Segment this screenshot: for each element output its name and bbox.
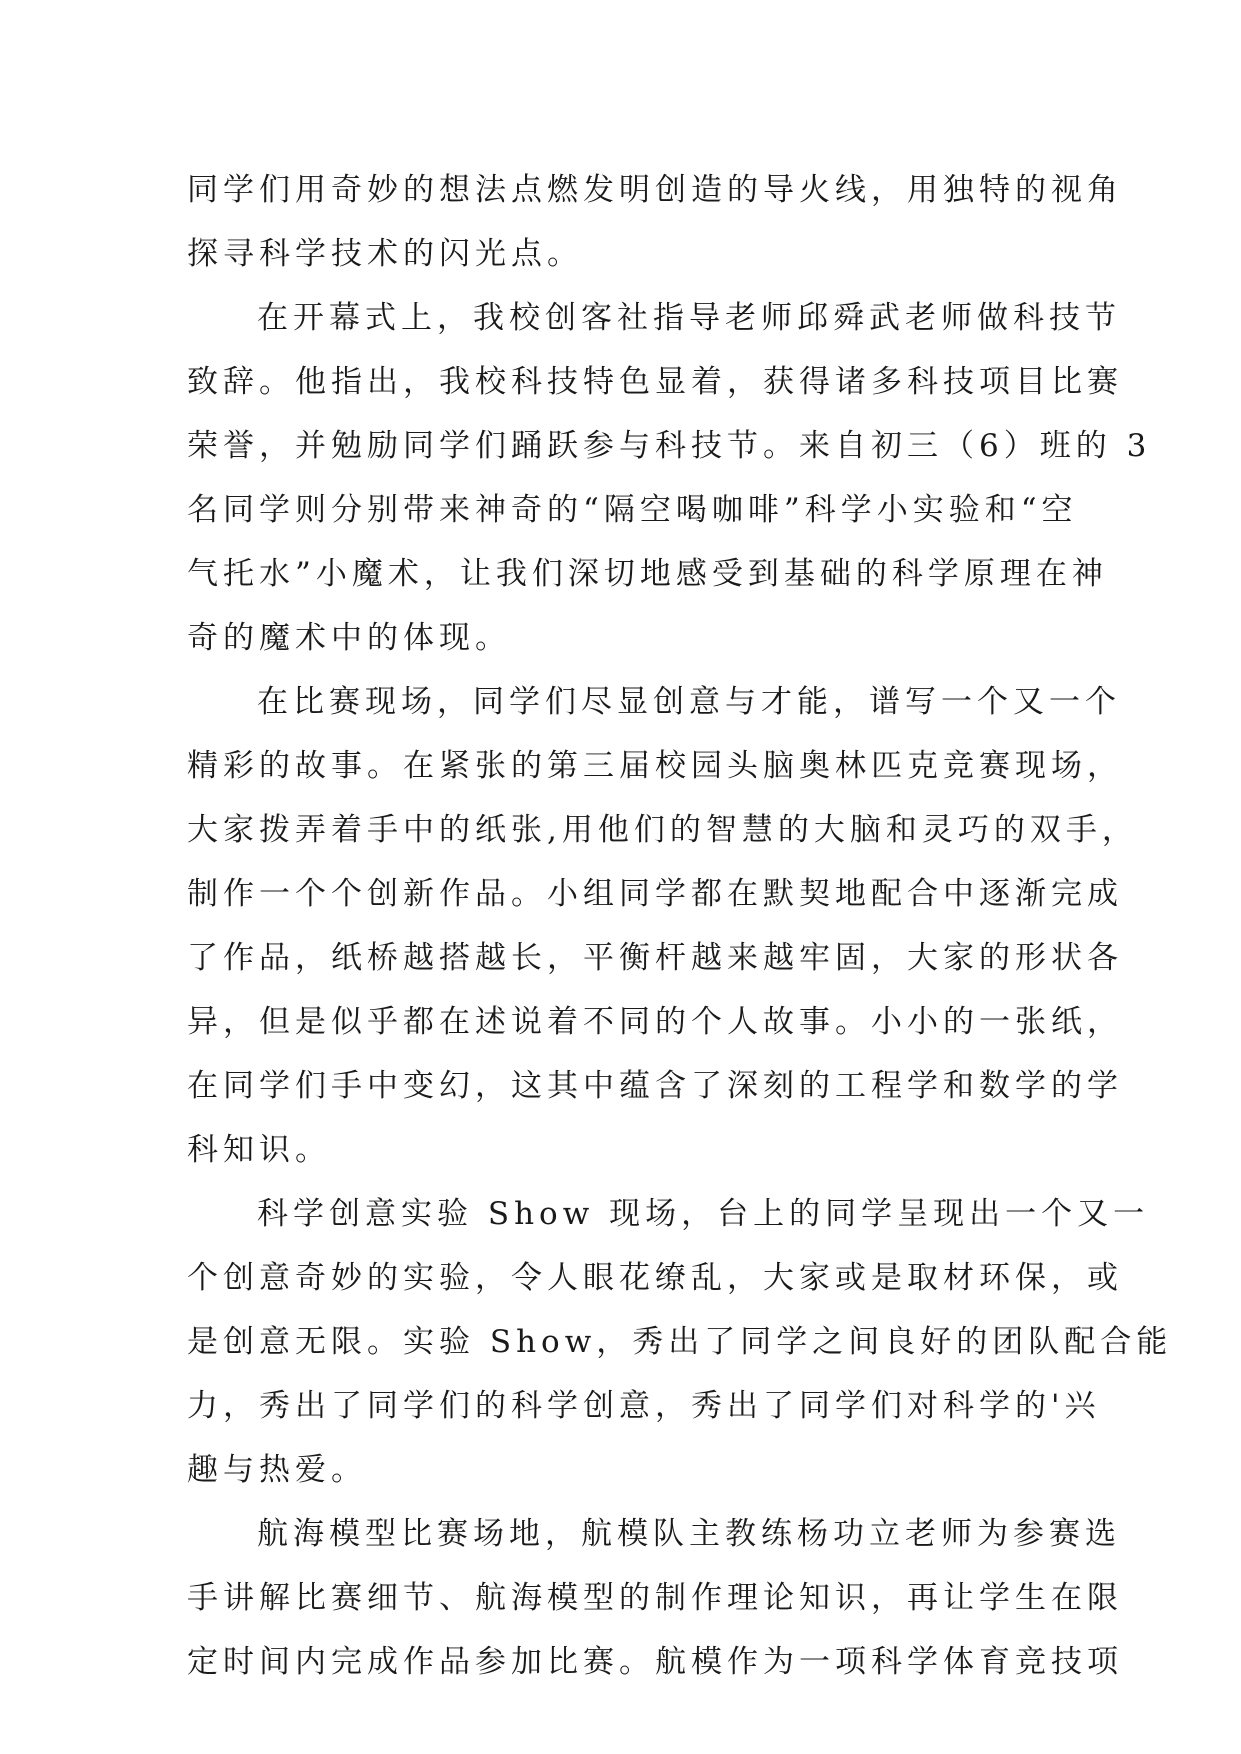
text-line: 异，但是似乎都在述说着不同的个人故事。小小的一张纸， xyxy=(187,1004,1123,1040)
text-line: 是创意无限。实验 Show，秀出了同学之间良好的团队配合能 xyxy=(187,1324,1173,1360)
text-line: 大家拨弄着手中的纸张,用他们的智慧的大脑和灵巧的双手， xyxy=(187,812,1138,848)
paragraph-first-line: 航海模型比赛场地，航模队主教练杨功立老师为参赛选 xyxy=(257,1516,1121,1552)
text-line: 了作品，纸桥越搭越长，平衡杆越来越牢固，大家的形状各 xyxy=(187,940,1123,976)
text-line: 奇的魔术中的体现。 xyxy=(187,620,511,656)
text-line: 精彩的故事。在紧张的第三届校园头脑奥林匹克竞赛现场， xyxy=(187,748,1123,784)
text-line: 力，秀出了同学们的科学创意，秀出了同学们对科学的'兴 xyxy=(187,1388,1101,1424)
text-line: 在同学们手中变幻，这其中蕴含了深刻的工程学和数学的学 xyxy=(187,1068,1123,1104)
text-line: 气托水”小魔术，让我们深切地感受到基础的科学原理在神 xyxy=(187,556,1108,592)
text-line: 趣与热爱。 xyxy=(187,1452,367,1488)
text-line: 手讲解比赛细节、航海模型的制作理论知识，再让学生在限 xyxy=(187,1580,1123,1616)
text-line: 名同学则分别带来神奇的“隔空喝咖啡”科学小实验和“空 xyxy=(187,492,1078,528)
paragraph-first-line: 在比赛现场，同学们尽显创意与才能，谱写一个又一个 xyxy=(257,684,1121,720)
text-line: 同学们用奇妙的想法点燃发明创造的导火线，用独特的视角 xyxy=(187,172,1123,208)
text-line: 致辞。他指出，我校科技特色显着，获得诸多科技项目比赛 xyxy=(187,364,1123,400)
text-line: 探寻科学技术的闪光点。 xyxy=(187,236,583,272)
text-line: 定时间内完成作品参加比赛。航模作为一项科学体育竞技项 xyxy=(187,1644,1123,1680)
paragraph-first-line: 在开幕式上，我校创客社指导老师邱舜武老师做科技节 xyxy=(257,300,1121,336)
text-line: 荣誉，并勉励同学们踊跃参与科技节。来自初三（6）班的 3 xyxy=(187,428,1152,464)
paragraph-first-line: 科学创意实验 Show 现场，台上的同学呈现出一个又一 xyxy=(257,1196,1150,1232)
text-line: 科知识。 xyxy=(187,1132,331,1168)
text-line: 个创意奇妙的实验，令人眼花缭乱，大家或是取材环保，或 xyxy=(187,1260,1123,1296)
text-line: 制作一个个创新作品。小组同学都在默契地配合中逐渐完成 xyxy=(187,876,1123,912)
body-text xyxy=(187,158,1173,1694)
